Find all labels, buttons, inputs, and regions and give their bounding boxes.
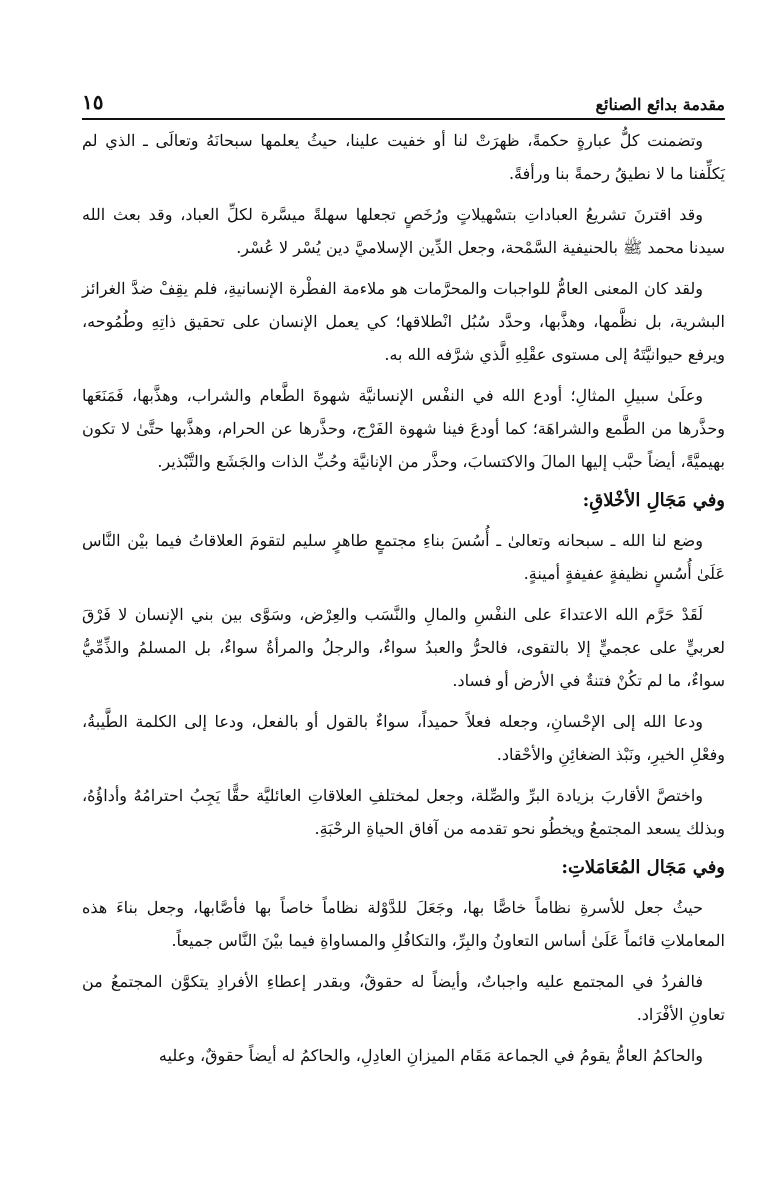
running-title: مقدمة بدائع الصنائع [595, 95, 725, 114]
section-heading: وفي مَجَالِ الأخْلاقِ: [582, 490, 725, 511]
body-paragraph: وضع لنا الله ـ سبحانه وتعالىٰ ـ أُسُسَ بناءِ مجتمعٍ طاهرٍ سليم لتقومَ العلاقاتُ فيما بيْن النَّاس عَلَىٰ أُسُسٍ نظيفةٍ عفيفةٍ أمينةٍ. [82, 531, 725, 583]
body-paragraph: وقد اقترنَ تشريعُ العباداتِ بتسْهيلاتٍ ورُخَصٍ تجعلها سهلةً ميسَّرة لكلِّ العباد، وقد بعث الله سيدنا محمد ﷺ بالحنيفية السَّمْحة، وجعل الدِّين الإسلاميَّ دين يُسْر لا عُسْر. [82, 205, 725, 257]
body-paragraph: حيثُ جعل للأسرةِ نظاماً خاصًّا بها، وجَعَلَ للدَّوْلة نظاماً خاصاً بها فأصَّابها، وجعل بناءَ هذه المعاملاتِ قائماً عَلَىٰ أساس التعاونُ والبِرِّ، والتكافُلِ والمساواةِ فيما بيْنَ النَّاس جميعاً. [82, 898, 725, 950]
body-paragraph: ودعا الله إلى الإحْسانِ، وجعله فعلاً حميداً، سواءٌ بالقول أو بالفعل، ودعا إلى الكلمة الطَّيبةُ، وفعْلِ الخيرِ، ونَبْذ الضغائِنِ والأحْقاد. [82, 712, 725, 764]
page-header [82, 80, 725, 114]
body-paragraph: وعلَىٰ سبيلِ المثالِ؛ أودع الله في النفْس الإنسانيَّة شهوةَ الطَّعام والشراب، وهذَّبها، فَمَنَعَها وحذَّرها من الطَّمع والشراهَة؛ كما أودعَ فينا شهوة الفَرْج، وحذَّرها عن الحرام، وهذَّبها حتَّىٰ لا تكون بهيميَّةً، أيضاً حبَّب إليها المالَ والاكتسابَ، وحذَّر من الإنانيَّة وحُبِّ الذات والجَشَع والتَّبْذير. [82, 386, 725, 471]
page-number: ١٥ [82, 90, 104, 114]
body-paragraph: والحاكمُ العامُّ يقومُ في الجماعة مَقَام الميزانِ العادِلِ، والحاكمُ له أيضاً حقوقٌ، وعليه [158, 1046, 703, 1065]
page-body [82, 124, 725, 1080]
body-paragraph: فالفردُ في المجتمع عليه واجباتٌ، وأيضاً له حقوقٌ، وبقدر إعطاءِ الأفرادِ يتكوَّن المجتمعُ من تعاونِ الأفْرَاد. [82, 972, 725, 1024]
header-rule [82, 118, 725, 120]
body-paragraph: ولقد كان المعنى العامُّ للواجبات والمحرَّمات هو ملاءمة الفطْرة الإنسانيةِ، فلم يقِفْ ضدَّ الغرائز البشرية، بل نظَّمها، وهذَّبها، وحدَّد سُبُل انْطلاقها؛ كي يعمل الإنسان على تحقيق ذاتِهِ وطُمُوحه، ويرفع حيوانيَّتَهُ إلى مستوى عقْلِهِ الَّذي شرَّفه الله به. [82, 279, 726, 364]
body-paragraph: وتضمنت كلُّ عبارةٍ حكمةً، ظهرَتْ لنا أو خفيت علينا، حيثُ يعلمها سبحانَهُ وتعالَى ـ الذي لم يَكلِّفنا ما لا نطيقُ رحمةً بنا ورأفةً. [82, 131, 725, 183]
body-paragraph: واختصَّ الأقاربَ بزيادة البرِّ والصِّلة، وجعل لمختلفِ العلاقاتِ العائليَّة حقًّا يَجِبُ احترامُهُ وأداؤُهُ، وبذلك يسعد المجتمعُ ويخطُو نحو تقدمه من آفاق الحياةِ الرحْبَةِ. [82, 786, 725, 838]
body-paragraph: لَقَدْ حَرَّم الله الاعتداءَ على النفْسِ والمالِ والنَّسَب والعِرْض، وسَوَّى بين بني الإنسان لا فَرْقَ لعربيٍّ على عجميٍّ إلا بالتقوى، فالحرُّ والعبدُ سواءٌ، والرجلُ والمرأةُ سواءٌ، بل المسلمُ والذِّمِّيُّ سواءٌ، ما لم تكُنْ فتنةٌ في الأرض أو فساد. [82, 605, 725, 690]
section-heading: وفي مَجَال المُعَامَلاتِ: [561, 857, 725, 878]
